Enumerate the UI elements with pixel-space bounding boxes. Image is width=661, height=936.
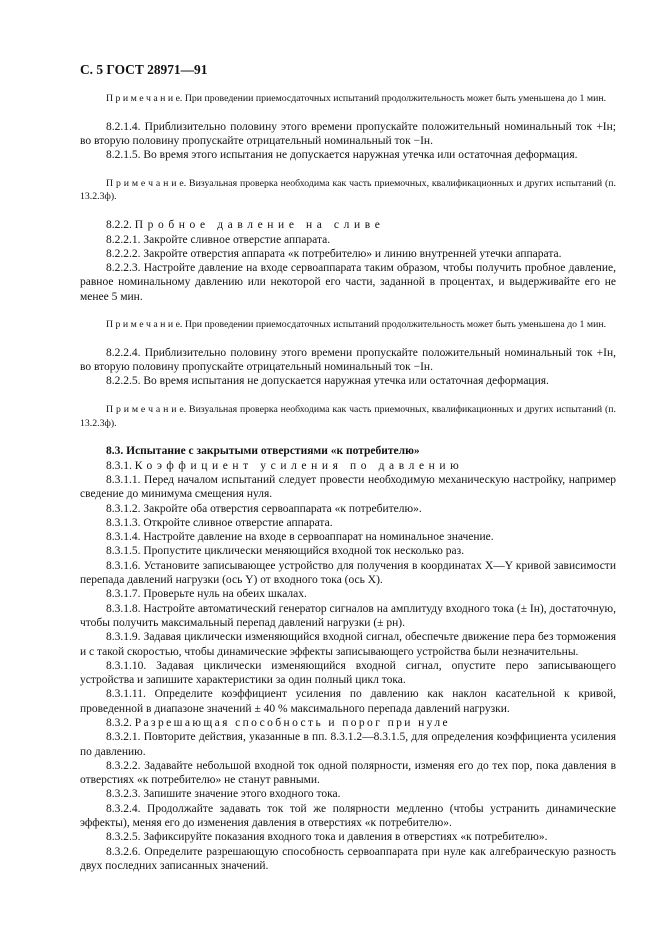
paragraph: 8.2.1.5. Во время этого испытания не допускается наружная утечка или остаточная деформация. bbox=[106, 149, 578, 162]
paragraph: 8.3.1.11. Определите коэффициент усиления по давлению как наклон касательной к кривой, проведенной в диапазоне значений ± 40 % максимального перепада давлений нагрузки. bbox=[80, 688, 616, 715]
section-title: 8.2.2. Пробное давление на сливе bbox=[106, 219, 385, 232]
paragraph: 8.2.2.3. Настройте давление на входе сервоаппарата таким образом, чтобы получить пробное давление, равное номинальному давлению или некоторой его части, заданной в процентах, и выдерживайте его не менее 5 мин. bbox=[80, 262, 616, 303]
paragraph: 8.3.1.9. Задавая циклически изменяющийся входной сигнал, обеспечьте движение пера без торможения и с такой скоростью, чтобы динамические эффекты записывающего устройства были незначительны. bbox=[80, 631, 616, 658]
paragraph: 8.3.2.1. Повторите действия, указанные в пп. 8.3.1.2—8.3.1.5, для определения коэффициента усиления по давлению. bbox=[80, 731, 616, 758]
section-title: 8.3.2. Разрешающая способность и порог при нуле bbox=[106, 716, 450, 729]
paragraph: 8.3.1.1. Перед началом испытаний следует провести необходимую механическую настройку, например сведение до минимума смещения нуля. bbox=[80, 473, 616, 501]
paragraph: 8.2.2.4. Приблизительно половину этого времени пропускайте положительный номинальный ток +Iн, во вторую половину пропускайте отрицательный номинальный ток −Iн. bbox=[80, 346, 616, 374]
paragraph: 8.3.2.3. Запишите значение этого входного тока. bbox=[106, 788, 341, 801]
paragraph: 8.2.2.5. Во время испытания не допускается наружная утечка или остаточная деформация. bbox=[106, 375, 549, 388]
paragraph: 8.2.2.2. Закройте отверстия аппарата «к потребителю» и линию внутренней утечки аппарата. bbox=[106, 247, 562, 260]
standard-id: ГОСТ 28971—91 bbox=[106, 62, 208, 77]
paragraph: 8.3.1.6. Установите записывающее устройство для получения в координатах X—Y кривой зависимости перепада давлений нагрузки (ось Y) от входного тока (ось X). bbox=[80, 559, 616, 587]
paragraph: 8.3.1.2. Закройте оба отверстия сервоаппарата «к потребителю». bbox=[106, 502, 422, 515]
note: П р и м е ч а н и е. Визуальная проверка необходима как часть приемочных, квалификационных и других испытаний (п. 13.2.3ф). bbox=[80, 403, 616, 429]
page-number: С. 5 bbox=[80, 62, 104, 77]
note: П р и м е ч а н и е. При проведении приемосдаточных испытаний продолжительность может быть уменьшена до 1 мин. bbox=[106, 93, 607, 104]
paragraph: 8.2.1.4. Приблизительно половину этого времени пропускайте положительный номинальный ток +Iн; во вторую половину пропускайте отрицательный номинальный ток −Iн. bbox=[80, 120, 616, 148]
document-body bbox=[80, 92, 616, 873]
paragraph: 8.3.2.5. Зафиксируйте показания входного тока и давления в отверстиях «к потребителю». bbox=[106, 831, 548, 844]
note: П р и м е ч а н и е. При проведении приемосдаточных испытаний продолжительность может быть уменьшена до 1 мин. bbox=[106, 319, 607, 331]
note: П р и м е ч а н и е. Визуальная проверка необходима как часть приемочных, квалификационных и других испытаний (п. 13.2.3ф). bbox=[80, 177, 616, 203]
paragraph: 8.3.2.4. Продолжайте задавать ток той же полярности медленно (чтобы устранить динамические эффекты), меняя его до изменения давления в отверстиях «к потребителю». bbox=[80, 802, 616, 830]
section-title: 8.3.1. Коэффициент усиления по давлению bbox=[106, 459, 464, 472]
paragraph: 8.3.1.4. Настройте давление на входе в сервоаппарат на номинальное значение. bbox=[106, 531, 494, 544]
section-heading: 8.3. Испытание с закрытыми отверстиями «к потребителю» bbox=[106, 445, 420, 458]
paragraph: 8.3.1.7. Проверьте нуль на обеих шкалах. bbox=[106, 588, 307, 601]
paragraph: 8.3.2.2. Задавайте небольшой входной ток одной полярности, изменяя его до тех пор, пока давления в отверстиях «к потребителю» не станут равными. bbox=[80, 759, 616, 787]
page-header bbox=[80, 62, 207, 78]
paragraph: 8.3.1.10. Задавая циклически изменяющийся входной сигнал, опустите перо записывающего устройства и запишите характеристики за один полный цикл тока. bbox=[80, 659, 616, 687]
paragraph: 8.3.1.8. Настройте автоматический генератор сигналов на амплитуду входного тока (± Iн), достаточную, чтобы получить максимальный перепад давлений нагрузки (± pн). bbox=[80, 602, 616, 629]
paragraph: 8.2.2.1. Закройте сливное отверстие аппарата. bbox=[106, 233, 331, 246]
paragraph: 8.3.1.3. Откройте сливное отверстие аппарата. bbox=[106, 516, 333, 529]
paragraph: 8.3.2.6. Определите разрешающую способность сервоаппарата при нуле как алгебраическую разность двух последних записанных значений. bbox=[80, 845, 616, 872]
paragraph: 8.3.1.5. Пропустите циклически меняющийся входной ток несколько раз. bbox=[106, 545, 465, 558]
